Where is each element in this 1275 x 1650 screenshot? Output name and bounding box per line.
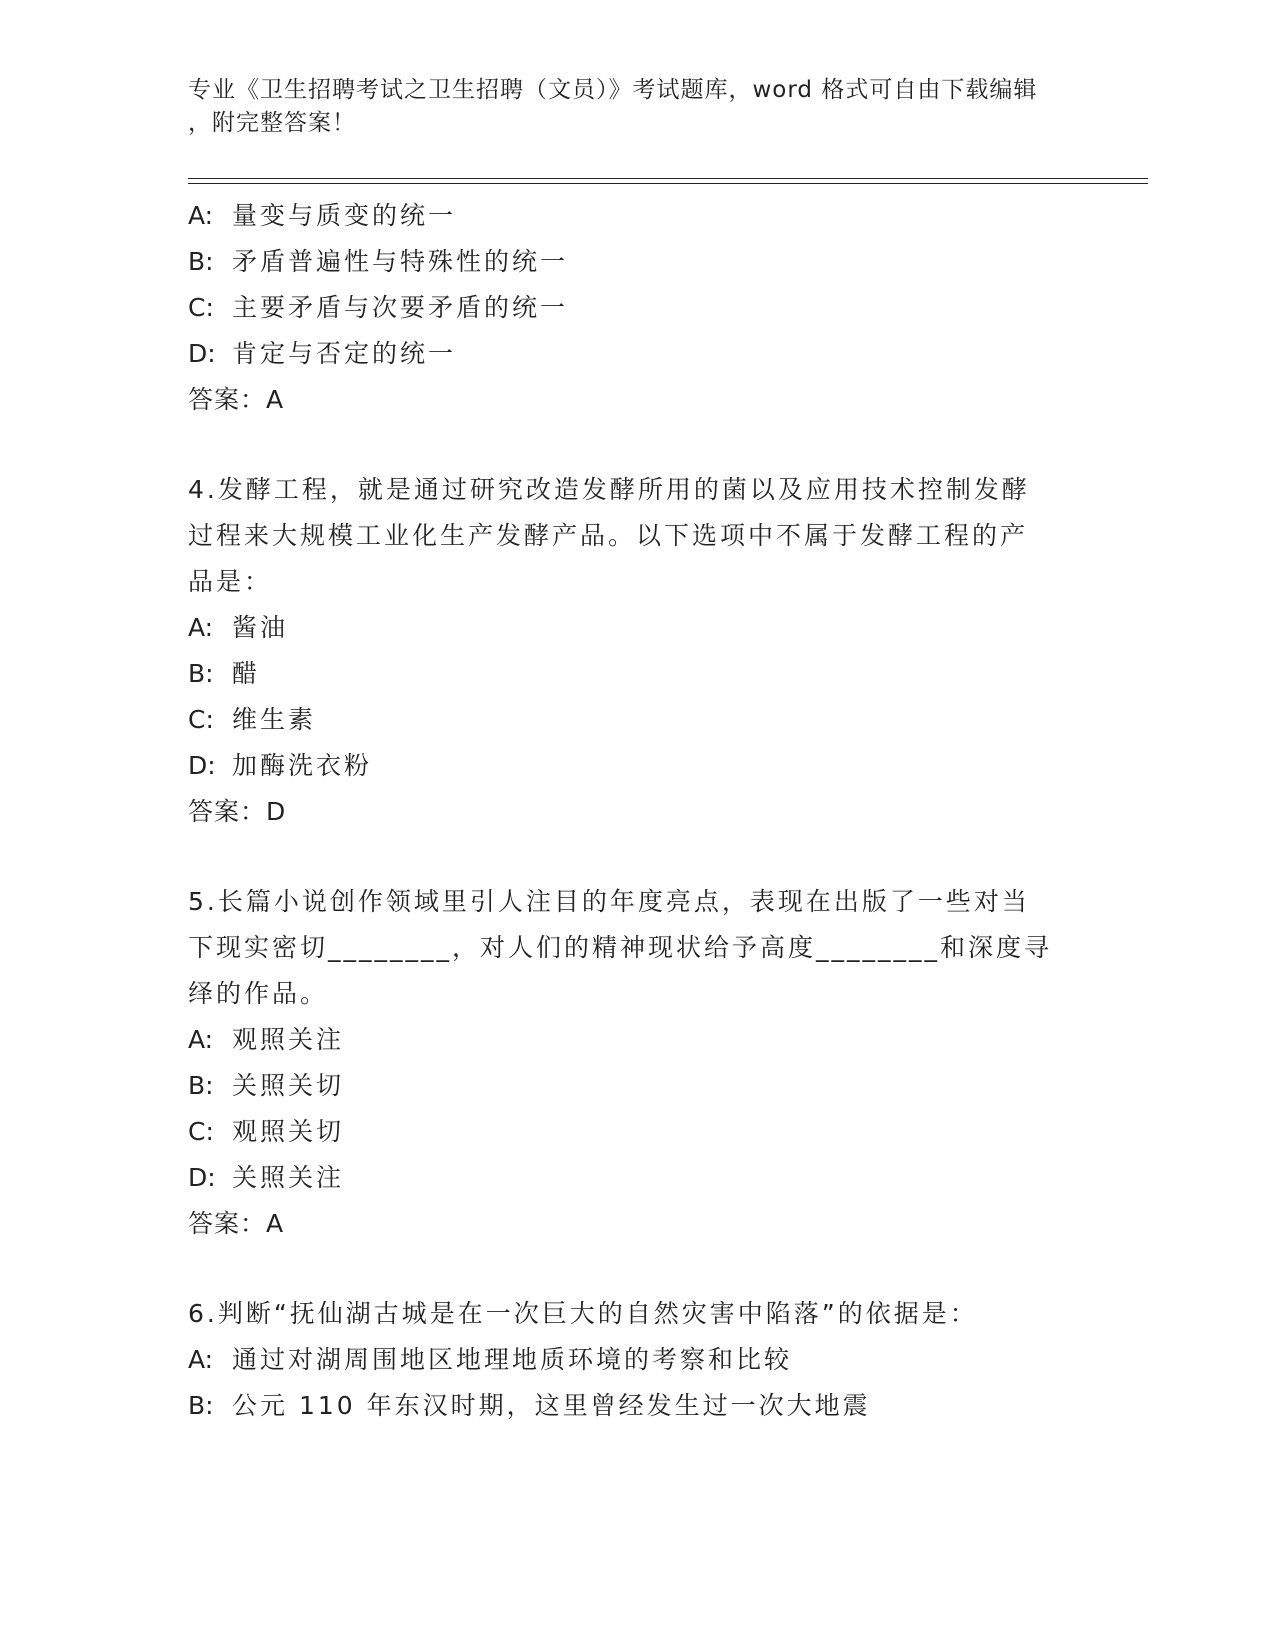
option-b xyxy=(188,1383,1068,1429)
question-list xyxy=(188,193,1068,1429)
option-text: 醋 xyxy=(232,659,261,688)
option-text: 加酶洗衣粉 xyxy=(232,751,373,780)
answer: 答案：A xyxy=(188,385,285,414)
question-4 xyxy=(188,467,1068,835)
answer: 答案：A xyxy=(188,1209,285,1238)
option-label: B: xyxy=(188,1391,214,1420)
option-b xyxy=(188,651,1068,697)
option-c xyxy=(188,285,1068,331)
option-label: C: xyxy=(188,1117,214,1146)
option-text: 关照关注 xyxy=(232,1163,345,1192)
option-text: 观照关注 xyxy=(232,1025,345,1054)
question-5 xyxy=(188,879,1068,1247)
option-label: A: xyxy=(188,1025,214,1054)
option-text: 关照关切 xyxy=(232,1071,345,1100)
option-text: 量变与质变的统一 xyxy=(232,201,457,230)
document-header xyxy=(188,74,1088,140)
question-stem-line: 6.判断“抚仙湖古城是在一次巨大的自然灾害中陷落”的依据是： xyxy=(188,1299,978,1328)
question-stem-line: 下现实密切________，对人们的精神现状给予高度________和深度寻 xyxy=(188,933,1053,962)
option-label: B: xyxy=(188,659,214,688)
option-text: 维生素 xyxy=(232,705,317,734)
option-label: D: xyxy=(188,751,216,780)
option-label: C: xyxy=(188,705,214,734)
option-a xyxy=(188,1337,1068,1383)
option-label: C: xyxy=(188,293,214,322)
option-c xyxy=(188,1109,1068,1155)
question-6 xyxy=(188,1291,1068,1429)
option-text: 酱油 xyxy=(232,613,289,642)
answer: 答案：D xyxy=(188,797,287,826)
option-d xyxy=(188,743,1068,789)
header-line-2: ，附完整答案！ xyxy=(188,110,356,136)
question-3 xyxy=(188,193,1068,423)
question-stem-line: 5.长篇小说创作领域里引人注目的年度亮点，表现在出版了一些对当 xyxy=(188,887,1030,916)
question-stem-line: 4.发酵工程，就是通过研究改造发酵所用的菌以及应用技术控制发酵 xyxy=(188,475,1030,504)
spacer xyxy=(188,835,1068,879)
header-divider xyxy=(188,178,1148,184)
option-label: A: xyxy=(188,1345,214,1374)
option-text: 肯定与否定的统一 xyxy=(232,339,457,368)
header-line-1: 专业《卫生招聘考试之卫生招聘（文员）》考试题库，word 格式可自由下载编辑 xyxy=(188,77,1038,103)
question-stem-line: 品是： xyxy=(188,567,273,596)
option-b xyxy=(188,239,1068,285)
spacer xyxy=(188,423,1068,467)
option-label: D: xyxy=(188,1163,216,1192)
option-text: 公元 110 年东汉时期，这里曾经发生过一次大地震 xyxy=(232,1391,871,1420)
option-text: 主要矛盾与次要矛盾的统一 xyxy=(232,293,569,322)
question-stem-line: 绎的作品。 xyxy=(188,979,329,1008)
option-a xyxy=(188,193,1068,239)
question-stem-line: 过程来大规模工业化生产发酵产品。以下选项中不属于发酵工程的产 xyxy=(188,521,1029,550)
option-label: D: xyxy=(188,339,216,368)
option-b xyxy=(188,1063,1068,1109)
option-text: 通过对湖周围地区地理地质环境的考察和比较 xyxy=(232,1345,793,1374)
option-label: A: xyxy=(188,613,214,642)
option-label: A: xyxy=(188,201,214,230)
option-label: B: xyxy=(188,247,214,276)
option-d xyxy=(188,331,1068,377)
option-text: 矛盾普遍性与特殊性的统一 xyxy=(232,247,569,276)
option-label: B: xyxy=(188,1071,214,1100)
option-a xyxy=(188,605,1068,651)
spacer xyxy=(188,1247,1068,1291)
option-d xyxy=(188,1155,1068,1201)
option-c xyxy=(188,697,1068,743)
option-text: 观照关切 xyxy=(232,1117,345,1146)
option-a xyxy=(188,1017,1068,1063)
